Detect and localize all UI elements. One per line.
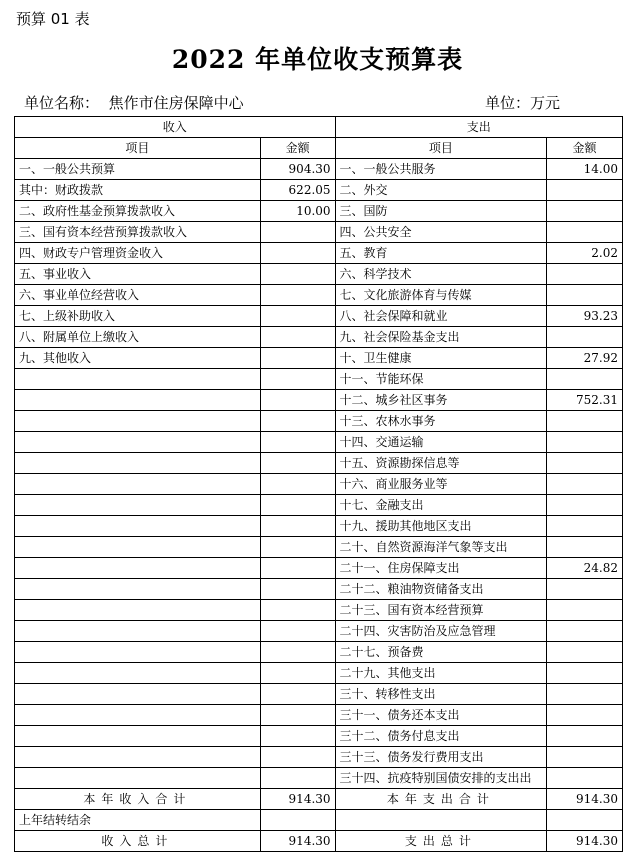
expense-item: 三、国防	[335, 201, 547, 222]
expense-amount	[547, 768, 623, 789]
table-row	[15, 222, 623, 243]
income-item: 七、上级补助收入	[15, 306, 261, 327]
table-row	[15, 558, 623, 579]
expense-amount	[547, 264, 623, 285]
income-amount	[260, 558, 335, 579]
income-amount	[260, 390, 335, 411]
expense-amount	[547, 684, 623, 705]
income-header: 收入	[15, 117, 336, 138]
income-amount	[260, 663, 335, 684]
table-row	[15, 348, 623, 369]
income-item	[15, 453, 261, 474]
expense-item: 十二、城乡社区事务	[335, 390, 547, 411]
income-item	[15, 432, 261, 453]
expense-amount	[547, 285, 623, 306]
income-item: 八、附属单位上缴收入	[15, 327, 261, 348]
expense-amount	[547, 222, 623, 243]
income-item	[15, 558, 261, 579]
expense-amount	[547, 579, 623, 600]
expense-item: 五、教育	[335, 243, 547, 264]
expense-item: 十六、商业服务业等	[335, 474, 547, 495]
expense-item: 六、科学技术	[335, 264, 547, 285]
income-item	[15, 474, 261, 495]
table-row	[15, 306, 623, 327]
expense-amount	[547, 726, 623, 747]
income-amount	[260, 243, 335, 264]
expense-amount	[547, 537, 623, 558]
expense-amount: 14.00	[547, 159, 623, 180]
table-row	[15, 411, 623, 432]
column-header-row	[15, 138, 623, 159]
table-row	[15, 159, 623, 180]
income-amount	[260, 348, 335, 369]
income-amount	[260, 264, 335, 285]
income-amount: 904.30	[260, 159, 335, 180]
income-amount	[260, 516, 335, 537]
income-amount	[260, 537, 335, 558]
unit-value: 万元	[530, 94, 561, 112]
income-item: 四、财政专户管理资金收入	[15, 243, 261, 264]
income-amount	[260, 285, 335, 306]
income-item	[15, 705, 261, 726]
income-amount: 10.00	[260, 201, 335, 222]
income-item-header: 项目	[15, 138, 261, 159]
expense-amount	[547, 453, 623, 474]
income-amount	[260, 432, 335, 453]
expense-amount: 27.92	[547, 348, 623, 369]
expense-item: 二十四、灾害防治及应急管理	[335, 621, 547, 642]
table-row	[15, 516, 623, 537]
income-item: 九、其他收入	[15, 348, 261, 369]
unit-label: 单位：	[485, 94, 531, 112]
expense-amount: 2.02	[547, 243, 623, 264]
expense-item: 三十三、债务发行费用支出	[335, 747, 547, 768]
expense-item: 七、文化旅游体育与传媒	[335, 285, 547, 306]
expense-amount	[547, 621, 623, 642]
income-amount-header: 金额	[260, 138, 335, 159]
income-item	[15, 684, 261, 705]
expense-item: 十四、交通运输	[335, 432, 547, 453]
expense-amount: 752.31	[547, 390, 623, 411]
income-amount	[260, 705, 335, 726]
expense-amount	[547, 663, 623, 684]
income-item: 五、事业收入	[15, 264, 261, 285]
income-total-value: 914.30	[260, 789, 335, 810]
expense-amount	[547, 516, 623, 537]
table-row	[15, 285, 623, 306]
expense-amount	[547, 411, 623, 432]
table-row	[15, 747, 623, 768]
carryover-label: 上年结转结余	[15, 810, 261, 831]
table-row	[15, 621, 623, 642]
income-amount	[260, 306, 335, 327]
section-header-row	[15, 117, 623, 138]
expense-item: 十一、节能环保	[335, 369, 547, 390]
income-item	[15, 747, 261, 768]
table-row	[15, 327, 623, 348]
income-item	[15, 579, 261, 600]
table-row	[15, 201, 623, 222]
income-amount	[260, 684, 335, 705]
income-item	[15, 537, 261, 558]
table-row	[15, 705, 623, 726]
expense-item: 二、外交	[335, 180, 547, 201]
expense-amount	[547, 180, 623, 201]
expense-item: 十三、农林水事务	[335, 411, 547, 432]
income-amount	[260, 642, 335, 663]
income-amount	[260, 768, 335, 789]
expense-item: 二十二、粮油物资储备支出	[335, 579, 547, 600]
expense-item: 三十一、债务还本支出	[335, 705, 547, 726]
table-row	[15, 600, 623, 621]
income-item: 一、一般公共预算	[15, 159, 261, 180]
income-item	[15, 768, 261, 789]
income-item	[15, 369, 261, 390]
grand-total-row	[15, 831, 623, 852]
grand-income-label: 收入总计	[15, 831, 261, 852]
expense-item: 二十七、预备费	[335, 642, 547, 663]
expense-amount	[547, 600, 623, 621]
income-item	[15, 411, 261, 432]
income-amount	[260, 579, 335, 600]
table-row	[15, 243, 623, 264]
table-row	[15, 474, 623, 495]
expense-item: 十、卫生健康	[335, 348, 547, 369]
income-amount	[260, 453, 335, 474]
income-item: 三、国有资本经营预算拨款收入	[15, 222, 261, 243]
expense-item: 九、社会保险基金支出	[335, 327, 547, 348]
income-amount	[260, 600, 335, 621]
carryover-value	[260, 810, 335, 831]
income-amount: 622.05	[260, 180, 335, 201]
table-row	[15, 180, 623, 201]
document-code: 预算 01 表	[16, 10, 90, 28]
unit-name-label: 单位名称：	[24, 94, 100, 112]
table-row	[15, 453, 623, 474]
expense-amount	[547, 747, 623, 768]
budget-table	[14, 116, 623, 852]
expense-amount	[547, 369, 623, 390]
grand-expense-value: 914.30	[547, 831, 623, 852]
expense-amount	[547, 495, 623, 516]
income-amount	[260, 222, 335, 243]
income-item	[15, 390, 261, 411]
expense-item: 二十一、住房保障支出	[335, 558, 547, 579]
expense-amount	[547, 642, 623, 663]
income-item	[15, 726, 261, 747]
expense-amount-header: 金额	[547, 138, 623, 159]
grand-expense-label: 支出总计	[335, 831, 547, 852]
expense-amount	[547, 201, 623, 222]
expense-amount	[547, 432, 623, 453]
carryover-row	[15, 810, 623, 831]
expense-header: 支出	[335, 117, 622, 138]
income-item	[15, 642, 261, 663]
table-row	[15, 726, 623, 747]
expense-item-header: 项目	[335, 138, 547, 159]
page-title: 2022 年单位收支预算表	[171, 45, 464, 74]
income-item: 二、政府性基金预算拨款收入	[15, 201, 261, 222]
income-item	[15, 600, 261, 621]
table-row	[15, 768, 623, 789]
income-amount	[260, 726, 335, 747]
expense-item: 二十、自然资源海洋气象等支出	[335, 537, 547, 558]
expense-item: 二十三、国有资本经营预算	[335, 600, 547, 621]
income-item	[15, 621, 261, 642]
table-row	[15, 579, 623, 600]
income-item	[15, 495, 261, 516]
table-row	[15, 369, 623, 390]
income-item: 六、事业单位经营收入	[15, 285, 261, 306]
income-amount	[260, 411, 335, 432]
table-row	[15, 537, 623, 558]
annual-total-row	[15, 789, 623, 810]
income-amount	[260, 474, 335, 495]
table-row	[15, 642, 623, 663]
expense-item: 二十九、其他支出	[335, 663, 547, 684]
income-amount	[260, 621, 335, 642]
income-amount	[260, 495, 335, 516]
expense-amount: 93.23	[547, 306, 623, 327]
income-amount	[260, 747, 335, 768]
income-item: 其中：财政拨款	[15, 180, 261, 201]
income-total-label: 本年收入合计	[15, 789, 261, 810]
expense-item: 一、一般公共服务	[335, 159, 547, 180]
expense-item: 十九、援助其他地区支出	[335, 516, 547, 537]
expense-total-label: 本年支出合计	[335, 789, 547, 810]
income-amount	[260, 327, 335, 348]
grand-income-value: 914.30	[260, 831, 335, 852]
expense-item: 三十、转移性支出	[335, 684, 547, 705]
expense-amount	[547, 474, 623, 495]
expense-amount	[547, 327, 623, 348]
expense-item: 八、社会保障和就业	[335, 306, 547, 327]
table-row	[15, 390, 623, 411]
expense-amount	[547, 705, 623, 726]
unit-line	[485, 92, 560, 113]
table-row	[15, 264, 623, 285]
table-row	[15, 684, 623, 705]
table-row	[15, 495, 623, 516]
expense-item: 四、公共安全	[335, 222, 547, 243]
expense-item: 三十四、抗疫特别国债安排的支出出	[335, 768, 547, 789]
expense-amount: 24.82	[547, 558, 623, 579]
carryover-expense-item	[335, 810, 547, 831]
expense-total-value: 914.30	[547, 789, 623, 810]
expense-item: 十五、资源勘探信息等	[335, 453, 547, 474]
income-item	[15, 663, 261, 684]
table-row	[15, 663, 623, 684]
income-item	[15, 516, 261, 537]
income-amount	[260, 369, 335, 390]
unit-name-value: 焦作市住房保障中心	[108, 94, 244, 112]
expense-item: 十七、金融支出	[335, 495, 547, 516]
expense-item: 三十二、债务付息支出	[335, 726, 547, 747]
table-row	[15, 432, 623, 453]
carryover-expense-value	[547, 810, 623, 831]
table-body	[15, 159, 623, 789]
unit-name-line	[24, 92, 244, 113]
